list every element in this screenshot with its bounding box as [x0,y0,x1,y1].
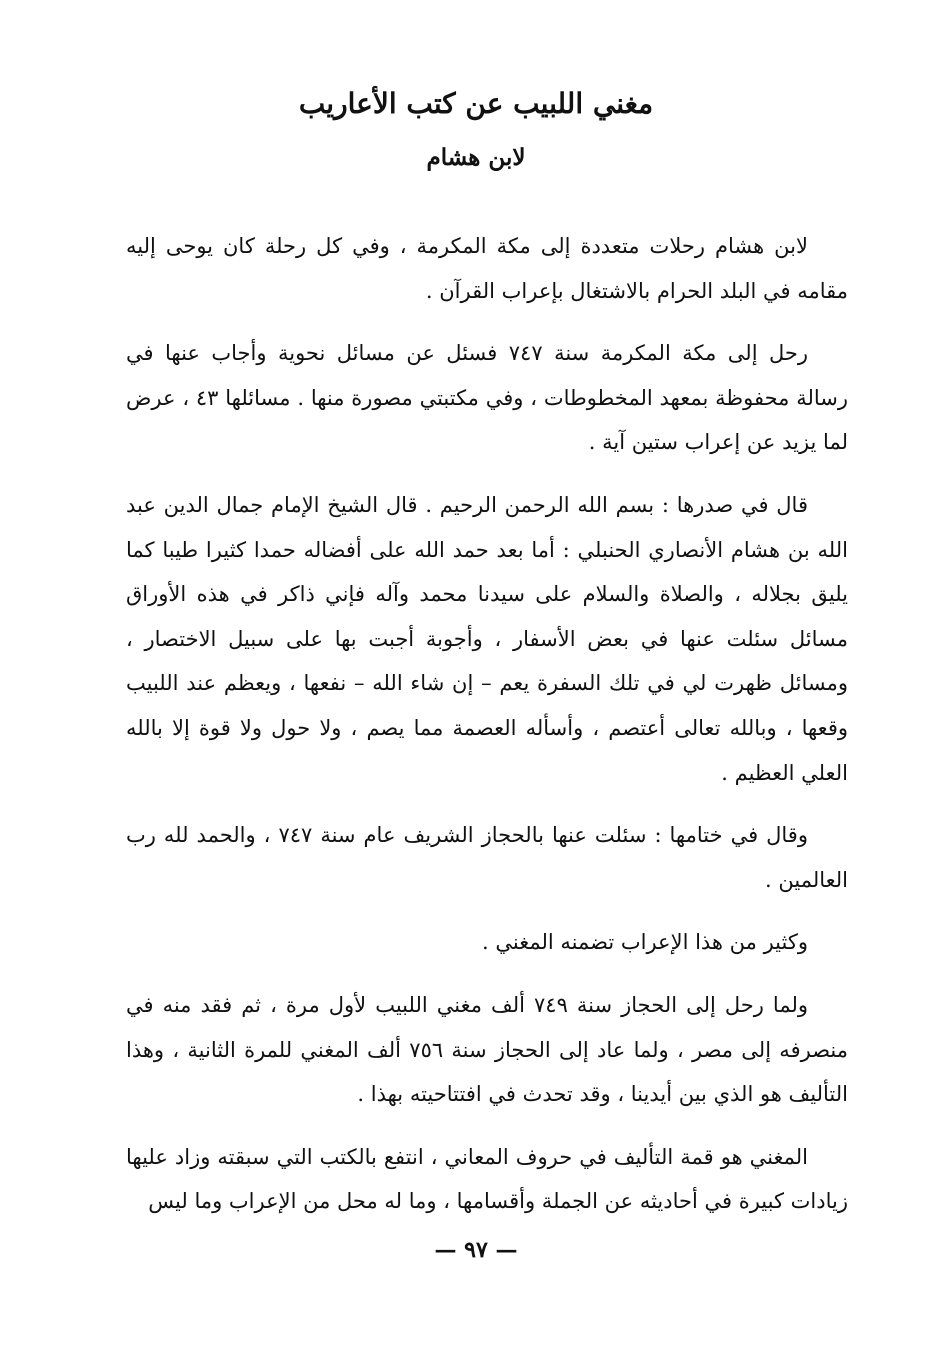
paragraph-2: رحل إلى مكة المكرمة سنة ٧٤٧ فسئل عن مسائل نحوية وأجاب عنها في رسالة محفوظة بمعهد المخطوطات ، وفي مكتبتي مصورة منها . مسائلها ٤٣ ، عرض لما يزيد عن إعراب ستين آية . [126,341,848,455]
paragraph-1: لابن هشام رحلات متعددة إلى مكة المكرمة ، وفي كل رحلة كان يوحى إليه مقامه في البلد الحرام بالاشتغال بإعراب القرآن . [126,234,848,303]
paragraph-6: ولما رحل إلى الحجاز سنة ٧٤٩ ألف مغني اللبيب لأول مرة ، ثم فقد منه في منصرفه إلى مصر ، ولما عاد إلى الحجاز سنة ٧٥٦ ألف المغني للمرة الثانية ، وهذا التأليف هو الذي بين أيدينا ، وقد تحدث في افتتاحيته بهذا . [126,992,848,1107]
page-subtitle: لابن هشام [426,144,526,171]
body-text [126,224,848,1242]
paragraph-4: وقال في ختامها : سئلت عنها بالحجاز الشريف عام سنة ٧٤٧ ، والحمد لله رب العالمين . [126,823,848,892]
paragraph-7: المغني هو قمة التأليف في حروف المعاني ، انتفع بالكتب التي سبقته وزاد عليها زيادات كبيرة في أحاديثه عن الجملة وأقسامها ، وما له محل من الإعراب وما ليس [126,1144,848,1214]
page-title: مغني اللبيب عن كتب الأعاريب [298,87,654,120]
paragraph-5: وكثير من هذا الإعراب تضمنه المغني . [482,930,808,955]
paragraph-3: قال في صدرها : بسم الله الرحمن الرحيم . قال الشيخ الإمام جمال الدين عبد الله بن هشام الأنصاري الحنبلي : أما بعد حمد الله على أفضاله حمدا كثيرا طيبا كما يليق بجلاله ، والصلاة والسلام على سيدنا محمد وآله فإني ذاكر في هذه الأوراق مسائل سئلت عنها في بعض الأسفار ، وأجوبة أجبت بها على سبيل الاختصار ، ومسائل ظهرت لي في تلك السفرة يعم – إن شاء الله – نفعها ، ويعظم عند اللبيب وقعها ، وبالله تعالى أعتصم ، وأسأله العصمة مما يصم ، ولا حول ولا قوة إلا بالله العلي العظيم . [126,492,848,785]
page-number: — ٩٧ — [434,1237,518,1263]
